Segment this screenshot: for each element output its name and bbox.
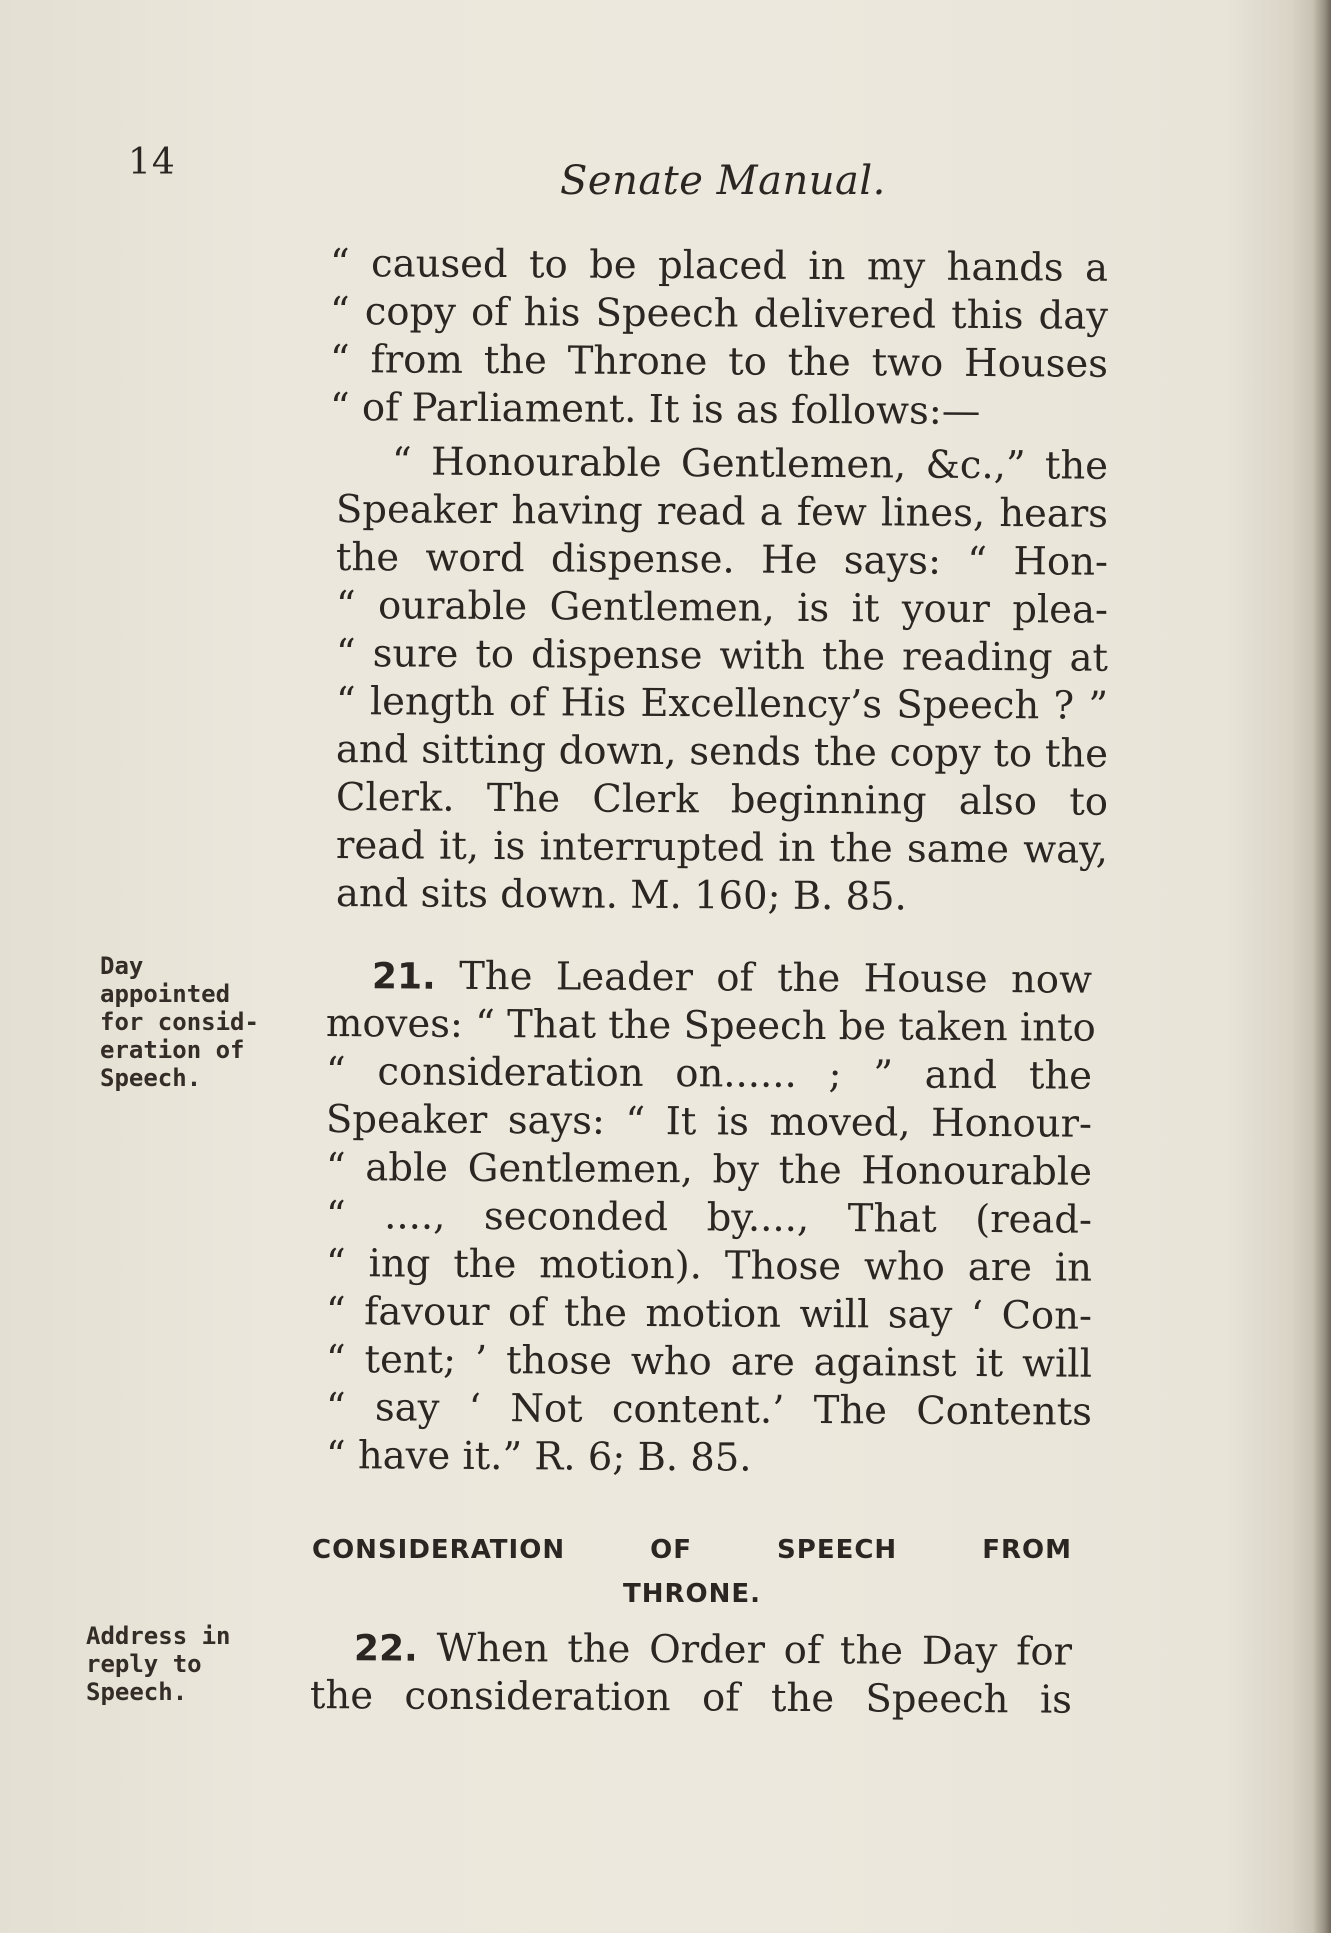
running-title: Senate Manual. <box>560 158 886 204</box>
heading-line: THRONE. <box>622 1579 761 1609</box>
text-line <box>310 1624 1072 1677</box>
margin-note-line: for consid- <box>100 1008 259 1036</box>
margin-note-line: Address in <box>86 1622 231 1650</box>
text-line: “ Honourable Gentlemen, &c.,” the <box>391 439 1109 489</box>
text-line: Speaker having read a few lines, hears <box>335 487 1109 537</box>
text-line: “ tent; ’ those who are against it will <box>325 1337 1093 1387</box>
text-line: the word dispense. He says: “ Hon- <box>335 535 1109 585</box>
text-line: Clerk. The Clerk beginning also to <box>335 775 1109 825</box>
margin-note-line: eration of <box>100 1036 245 1064</box>
section-number: 21. <box>371 956 436 998</box>
section-first-line: The Leader of the House now <box>459 953 1093 1003</box>
quoted-message-block <box>330 240 1108 432</box>
section-21 <box>325 952 1096 1481</box>
text-line: “ of Parliament. It is as follows:— <box>329 385 981 434</box>
text-line: “ favour of the motion will say ‘ Con- <box>325 1289 1093 1339</box>
text-line: “ length of His Excellency’s Speech ? ” <box>335 679 1109 729</box>
text-line: “ ing the motion). Those who are in <box>325 1241 1093 1291</box>
text-line: read it, is interrupted in the same way, <box>335 823 1109 873</box>
margin-note-line: Day <box>100 952 144 980</box>
text-line: “ caused to be placed in my hands a <box>329 241 1109 291</box>
section-heading <box>312 1528 1072 1616</box>
text-line: and sitting down, sends the copy to the <box>335 727 1109 777</box>
margin-note-line: Speech. <box>100 1064 202 1092</box>
page-number: 14 <box>128 142 176 183</box>
text-line: “ copy of his Speech delivered this day <box>329 289 1109 339</box>
text-line: “ ...., seconded by...., That (read- <box>325 1193 1093 1243</box>
text-line: and sits down. M. 160; B. 85. <box>335 871 907 920</box>
text-line: “ consideration on...... ; ” and the <box>325 1049 1093 1099</box>
section-number: 22. <box>353 1628 418 1670</box>
margin-note-line: reply to <box>86 1650 202 1678</box>
text-line: “ able Gentlemen, by the Honourable <box>325 1145 1093 1195</box>
text-line: “ from the Throne to the two Houses <box>329 337 1109 387</box>
text-line: the consideration of the Speech is <box>309 1673 1073 1723</box>
section-first-line: When the Order of the Day for <box>436 1625 1073 1675</box>
section-22 <box>309 1624 1073 1723</box>
margin-note-line: Speech. <box>86 1678 188 1706</box>
margin-note-address-in-reply <box>86 1622 231 1706</box>
dispense-paragraph <box>336 438 1108 918</box>
margin-note-line: appointed <box>100 980 231 1008</box>
margin-note-day-appointed <box>100 952 259 1092</box>
heading-line: CONSIDERATION OF SPEECH FROM <box>312 1535 1072 1565</box>
page-edge-shadow <box>1313 0 1331 1933</box>
text-line: “ say ‘ Not content.’ The Contents <box>325 1385 1093 1435</box>
text-line <box>326 952 1092 1005</box>
text-line: moves: “ That the Speech be taken into <box>325 1001 1096 1051</box>
text-line: Speaker says: “ It is moved, Honour- <box>325 1097 1093 1147</box>
text-line: “ ourable Gentlemen, is it your plea- <box>335 583 1109 633</box>
text-line: “ have it.” R. 6; B. 85. <box>325 1433 752 1481</box>
text-line: “ sure to dispense with the reading at <box>335 631 1109 681</box>
